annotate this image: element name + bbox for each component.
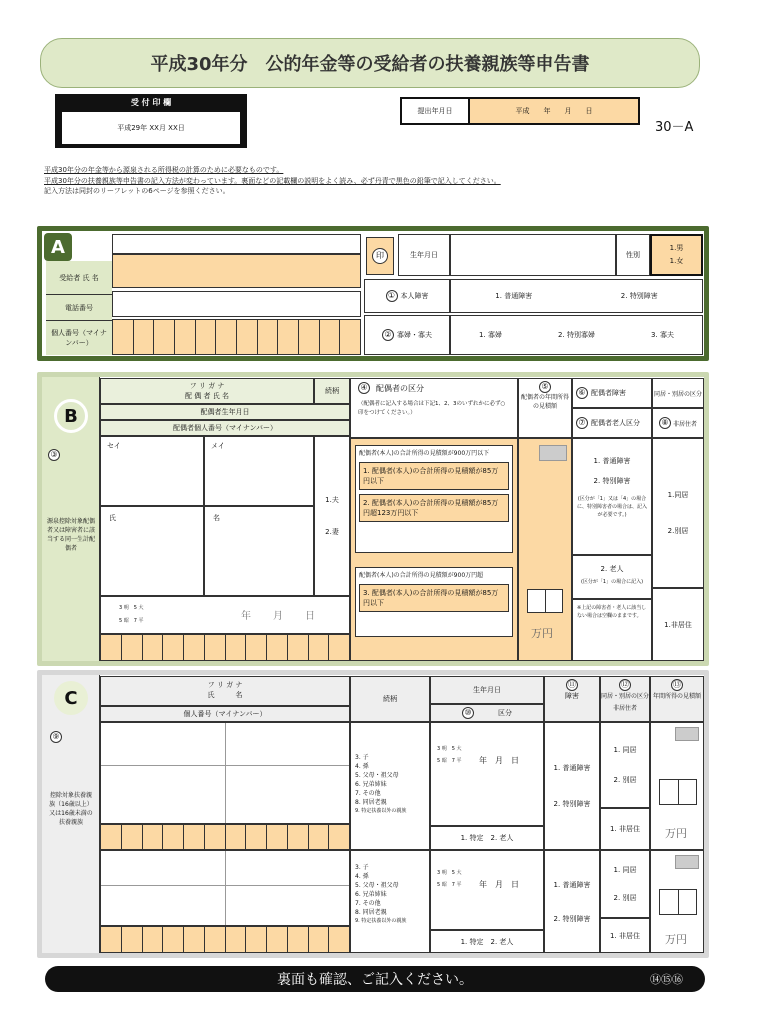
b-gender-field[interactable] <box>314 436 350 596</box>
section-c-side-label: 控除対象扶養親族（16歳以上）又は16歳未満の扶養親族 <box>49 792 93 826</box>
b-spouse-name: 配 偶 者 氏 名 <box>185 392 229 400</box>
b-box2a[interactable]: 3. 配偶者(本人)の合計所得の見積額が85万円以下 <box>359 584 509 612</box>
receipt-date: 平成29年 XX月 XX日 <box>62 112 240 144</box>
c-row1-era2: 5 昭 7 平 <box>437 758 462 764</box>
submit-date-box <box>400 97 640 125</box>
mynumber-input[interactable] <box>112 319 361 355</box>
c-row2-live[interactable] <box>600 850 650 918</box>
item11-label: 障害 <box>565 692 579 700</box>
c-row1-live2[interactable]: 2. 別居 <box>613 776 637 784</box>
note-1: 平成30年分の年金等から源泉される所得税の計算のために必要なものです。 <box>44 166 284 174</box>
submit-date-label: 提出年月日 <box>402 99 470 123</box>
c-row1-live1[interactable]: 1. 同居 <box>613 746 637 754</box>
b-mynumber: 配偶者個人番号（マイナンバー） <box>100 420 350 436</box>
item13-number: ⑬ <box>673 680 681 689</box>
b-na-field[interactable] <box>204 506 314 596</box>
section-b-side-label: 源泉控除対象配偶者又は障害者に該当する同一生計配偶者 <box>46 518 95 552</box>
section-c-badge: C <box>54 681 88 715</box>
b-mei-field[interactable] <box>204 436 314 506</box>
item5-header <box>518 378 572 438</box>
c-row1-rel-0[interactable]: 3. 子 <box>355 754 369 761</box>
b-birth-field[interactable] <box>100 596 350 634</box>
b-era2: 5 昭 7 平 <box>119 618 144 624</box>
footer-marks: ⑭⑮⑯ <box>650 973 683 986</box>
b-note2: ※上記の障害者・老人に該当しない場合は空欄のままです。 <box>577 605 647 619</box>
seal-box[interactable] <box>366 237 394 275</box>
item12-sub: 非居住者 <box>612 705 637 712</box>
item2-label: 寡婦・寡夫 <box>397 331 432 339</box>
c-row2-rel-6[interactable]: 9. 特定扶養以外の親族 <box>355 918 407 924</box>
form-code: 30－A <box>655 120 694 135</box>
phone-label: 電話番号 <box>46 295 112 321</box>
receipt-box <box>55 94 247 148</box>
item1-label: 本人障害 <box>400 292 429 300</box>
item1-options[interactable] <box>450 279 703 313</box>
c-row2-live2[interactable]: 2. 別居 <box>613 894 637 902</box>
c-row2-birth[interactable] <box>430 850 544 930</box>
name-label: 受給者 氏 名 <box>46 261 112 295</box>
item7-number: ⑦ <box>576 417 588 429</box>
c-row1-dis1[interactable]: 1. 普通障害 <box>553 764 591 772</box>
furigana-input[interactable] <box>112 234 361 254</box>
c-name: 氏 名 <box>207 691 243 699</box>
b-man-yen: 万円 <box>531 627 553 640</box>
c-row2-era2: 5 昭 7 平 <box>437 882 462 888</box>
item13-header <box>650 676 704 722</box>
section-b <box>37 372 709 666</box>
item5-label: 配偶者の年間所得の見積額 <box>521 394 570 410</box>
item4-number: ④ <box>358 382 370 394</box>
c-row2-date: 年 月 日 <box>479 880 519 889</box>
c-row2-rel-2[interactable]: 5. 父母・祖父母 <box>355 882 399 889</box>
submit-date-field[interactable]: 平成 年 月 日 <box>470 99 638 123</box>
item2-opt1[interactable]: 1. 寡婦 <box>479 331 502 339</box>
b-na: 名 <box>213 514 220 522</box>
item11-header <box>544 676 600 722</box>
b-live-field[interactable] <box>652 438 704 588</box>
item7-header <box>572 408 652 438</box>
item1-opt2[interactable]: 2. 特別障害 <box>620 292 658 300</box>
c-row1-birth[interactable] <box>430 722 544 826</box>
num9: ⑨ <box>50 731 62 743</box>
c-row1-relation[interactable] <box>350 722 430 850</box>
c-row2-rel-5[interactable]: 8. 同居老親 <box>355 909 387 916</box>
form-title: 平成30年分 公的年金等の受給者の扶養親族等申告書 <box>40 38 700 88</box>
b-furigana: フ リ ガ ナ <box>189 382 225 390</box>
c-row1-man-yen: 万円 <box>665 827 687 840</box>
furigana-header <box>100 378 314 404</box>
item6-number: ⑥ <box>576 387 588 399</box>
receipt-header: 受 付 印 欄 <box>130 98 172 107</box>
note-2: 平成30年分の扶養親族等申告書の記入方法が変わっています。裏面などの記載欄の説明をよく読み、必ず丹青で黒色の鉛筆で記入してください。 <box>44 176 501 185</box>
item6-label: 配偶者障害 <box>591 389 626 397</box>
section-a <box>37 226 709 361</box>
item7-body[interactable] <box>572 555 652 599</box>
item13-label: 年間所得の見積額 <box>652 693 701 700</box>
b-box1: 配偶者(本人)の合計所得の見積額が900万円以下 <box>359 450 490 457</box>
c-row2-relation[interactable] <box>350 850 430 953</box>
c-row1-rel-6[interactable]: 9. 特定扶養以外の親族 <box>355 808 407 814</box>
item8-header <box>652 408 704 438</box>
section-a-labels <box>46 261 112 355</box>
c-row2-mynumber[interactable] <box>100 926 350 953</box>
c-row1-rel-4[interactable]: 7. その他 <box>355 790 381 797</box>
c-row1-name[interactable] <box>100 722 350 824</box>
c-row1-era1: 3 明 5 大 <box>437 746 462 752</box>
b-live1[interactable]: 1.同居 <box>667 491 689 499</box>
footer-bar <box>45 966 705 992</box>
b-nonres-field[interactable] <box>652 588 704 661</box>
gender-select[interactable] <box>650 234 703 276</box>
c-row2-dis2[interactable]: 2. 特別障害 <box>553 914 591 923</box>
num3: ③ <box>48 449 60 461</box>
c-relation-header: 続柄 <box>350 676 430 722</box>
item2-number: ② <box>382 329 394 341</box>
item5-number: ⑤ <box>539 381 551 393</box>
b-box2: 配偶者(本人)の合計所得の見積額が900万円超 <box>359 572 484 579</box>
c-row1-nonres[interactable]: 1. 非居住 <box>600 808 650 850</box>
item12-header <box>600 676 650 722</box>
item2-opt3[interactable]: 3. 寡夫 <box>651 331 674 339</box>
item11-number: ⑪ <box>568 680 576 689</box>
b-mynumber-input[interactable] <box>100 634 350 661</box>
b-shi-field[interactable] <box>100 506 204 596</box>
c-row1-rel-5[interactable]: 8. 同居老親 <box>355 799 387 806</box>
item4-body <box>350 438 518 661</box>
item4-header <box>350 378 518 438</box>
note-3: 記入方法は同封のリーフレットの6ページを参照ください。 <box>44 187 230 195</box>
gender-female[interactable]: 1.女 <box>669 257 684 265</box>
phone-input[interactable] <box>112 291 361 317</box>
relation-header: 同居・別居の区分 <box>652 378 704 408</box>
c-row2-name[interactable] <box>100 850 350 926</box>
b-opt1[interactable]: 1. 普通障害 <box>593 457 631 465</box>
c-row2-rel-4[interactable]: 7. その他 <box>355 900 381 907</box>
section-b-side <box>42 377 100 661</box>
num10: ⑩ <box>462 707 474 719</box>
seal-mark: 印 <box>372 248 388 264</box>
c-mynumber-header: 個人番号（マイナンバー） <box>100 706 350 722</box>
item12-label: 同居・別居の区分 <box>601 693 650 700</box>
item5-income-field[interactable] <box>518 438 572 661</box>
c-row1-rel-2[interactable]: 5. 父母・祖父母 <box>355 772 399 779</box>
c-kubun: 区分 <box>498 709 512 717</box>
b-sei-field[interactable] <box>100 436 204 506</box>
c-name-header <box>100 676 350 706</box>
b-opt2[interactable]: 2. 特別障害 <box>593 477 631 485</box>
section-b-badge: B <box>54 399 88 433</box>
c-row2-era1: 3 明 5 大 <box>437 870 462 876</box>
item8-number: ⑧ <box>659 417 671 429</box>
item4-sub: （配偶者に記入する場合は下記1、2、3のいずれかに必ず○印をつけてください。） <box>358 401 506 416</box>
c-row2-live1[interactable]: 1. 同居 <box>613 866 637 874</box>
b-opt-note: (区分が「1」又は「4」の場合に、特別障害者の場合は、記入が必要です。) <box>577 496 648 518</box>
c-row2-nonres[interactable]: 1. 非居住 <box>600 918 650 953</box>
b-live2[interactable]: 2.別居 <box>667 527 689 535</box>
c-row2-dis1[interactable]: 1. 普通障害 <box>553 880 591 889</box>
item2-label-cell <box>364 315 450 355</box>
c-row1-income[interactable] <box>650 722 704 850</box>
b-box1a[interactable]: 1. 配偶者(本人)の合計所得の見積額が85万円以下 <box>359 462 509 490</box>
b-gender-1[interactable]: 1.夫 <box>325 496 339 504</box>
c-row1-mynumber[interactable] <box>100 824 350 850</box>
c-row2-disability[interactable] <box>544 850 600 953</box>
item2-opt2[interactable]: 2. 特別寡婦 <box>558 331 595 339</box>
b-birth: 配偶者生年月日 <box>100 404 350 420</box>
birth-label: 生年月日 <box>398 234 450 276</box>
b-old-note: (区分が「1」の場合に記入) <box>580 579 644 585</box>
c-row1-kubun[interactable]: 1. 特定 2. 老人 <box>430 826 544 850</box>
name-input[interactable] <box>112 254 361 288</box>
b-shi: 氏 <box>109 514 116 522</box>
birth-input[interactable] <box>450 234 616 276</box>
c-row1-dis2[interactable]: 2. 特別障害 <box>553 800 591 808</box>
item8-label: 非居住者 <box>672 420 697 428</box>
c-row1-rel-3[interactable]: 6. 兄弟姉妹 <box>355 781 387 788</box>
c-row1-disability[interactable] <box>544 722 600 850</box>
b-relation: 続柄 <box>314 378 350 404</box>
b-nonres[interactable]: 1.非居住 <box>664 620 692 629</box>
c-row2-rel-3[interactable]: 6. 兄弟姉妹 <box>355 891 387 898</box>
section-a-badge: A <box>44 233 72 261</box>
section-c-side <box>42 675 100 953</box>
section-c <box>37 670 709 958</box>
footer-text: 裏面も確認、ご記入ください。 <box>277 972 473 988</box>
item6-header <box>572 378 652 408</box>
b-era1: 3 明 5 大 <box>119 605 144 611</box>
item2-options[interactable] <box>450 315 703 355</box>
c-birth-header: 生年月日 <box>430 676 544 704</box>
gender-label: 性別 <box>616 234 650 276</box>
b-box1b[interactable]: 2. 配偶者(本人)の合計所得の見積額が85万円超123万円以下 <box>359 494 509 522</box>
c-row2-rel-1[interactable]: 4. 孫 <box>355 873 369 880</box>
b-old[interactable]: 2. 老人 <box>600 565 624 573</box>
b-gender-2[interactable]: 2.妻 <box>325 528 339 536</box>
b-mei: メイ <box>211 442 225 450</box>
c-row2-kubun[interactable]: 1. 特定 2. 老人 <box>430 930 544 953</box>
item12-number: ⑫ <box>621 680 629 689</box>
mynumber-label: 個人番号（マイナンバー） <box>51 329 107 347</box>
c-furigana: フ リ ガ ナ <box>207 681 243 689</box>
b-note2-cell <box>572 599 652 661</box>
b-date: 年 月 日 <box>241 611 321 622</box>
item1-opt1[interactable]: 1. 普通障害 <box>495 292 533 300</box>
item1-label-cell <box>364 279 450 313</box>
item4-label: 配偶者の区分 <box>376 383 424 393</box>
instructions <box>44 165 704 197</box>
c-row2-rel-0[interactable]: 3. 子 <box>355 864 369 871</box>
c-kubun-header <box>430 704 544 722</box>
c-row1-rel-1[interactable]: 4. 孫 <box>355 763 369 770</box>
item1-number: ① <box>386 290 398 302</box>
c-row2-man-yen: 万円 <box>665 933 687 946</box>
gender-male[interactable]: 1.男 <box>669 244 684 252</box>
c-row1-date: 年 月 日 <box>479 756 519 765</box>
b-sei: セイ <box>107 442 121 450</box>
item7-label: 配偶者老人区分 <box>591 419 640 427</box>
c-row2-income[interactable] <box>650 850 704 953</box>
c-row1-live[interactable] <box>600 722 650 808</box>
item6-body[interactable] <box>572 438 652 555</box>
